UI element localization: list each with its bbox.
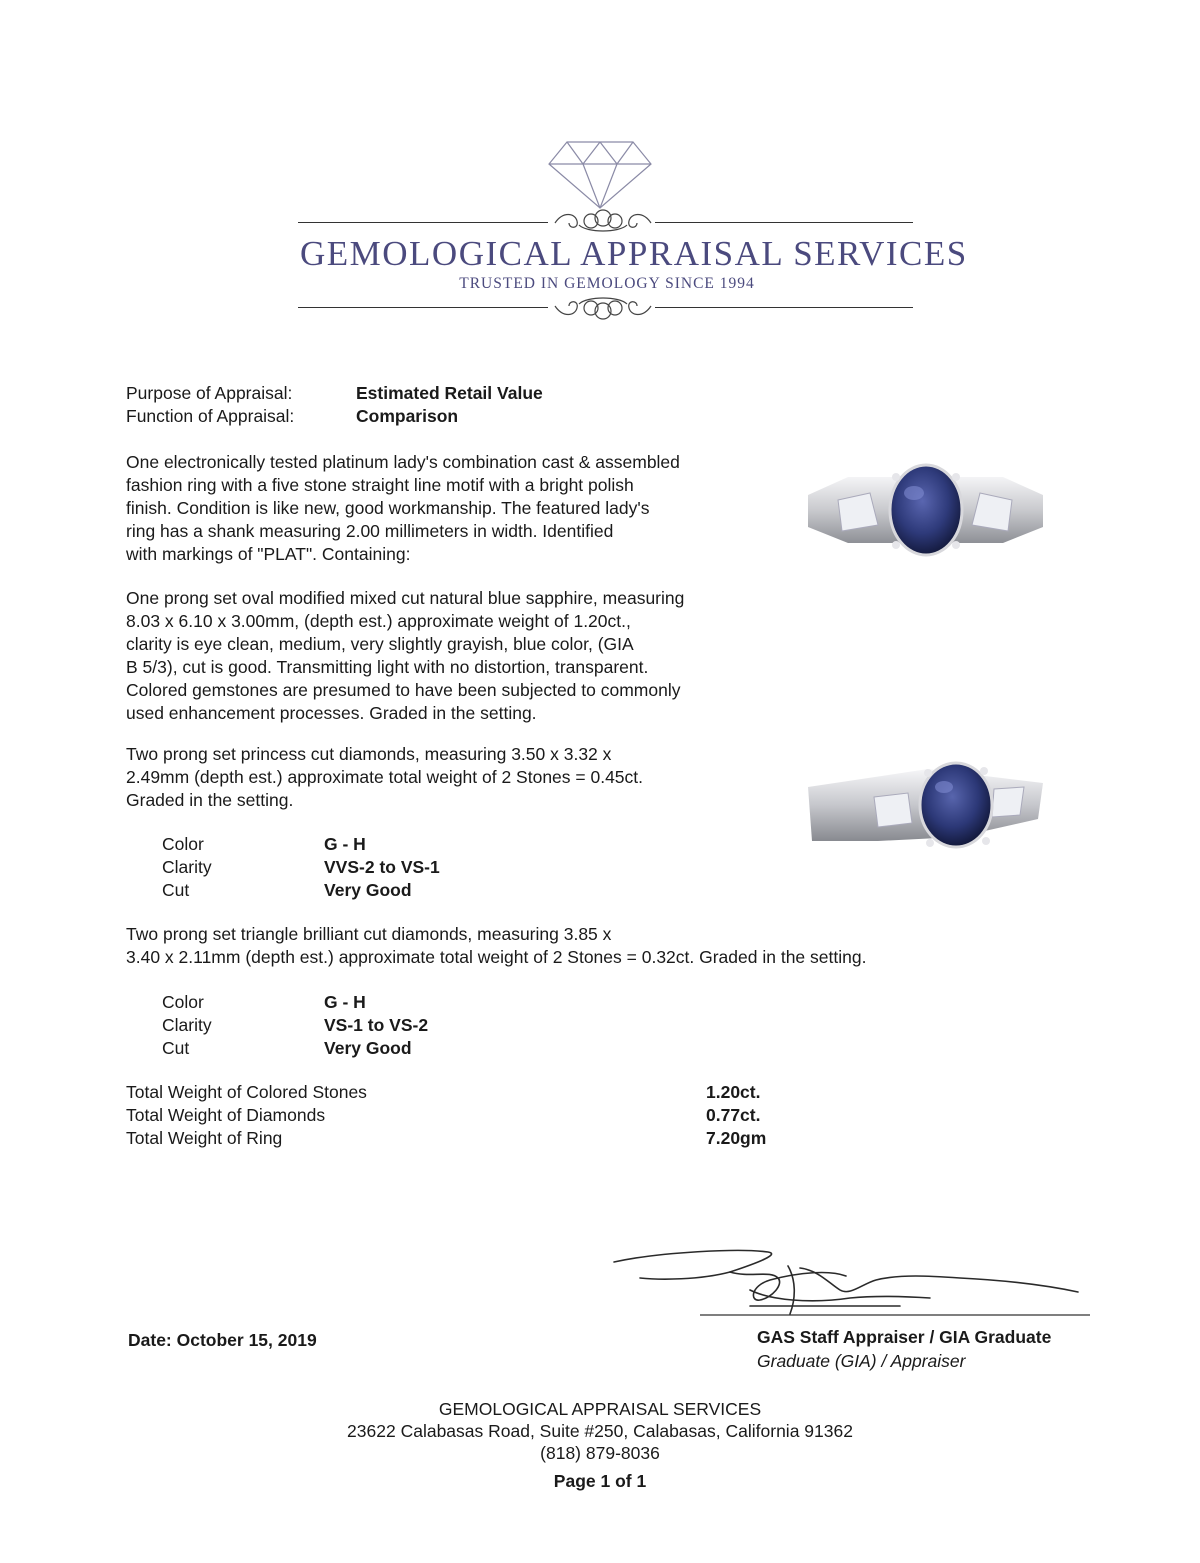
text-line: Two prong set princess cut diamonds, measuring 3.50 x 3.32 x bbox=[126, 744, 612, 764]
grade-label-cut: Cut bbox=[162, 880, 190, 900]
text-line: clarity is eye clean, medium, very slightly grayish, blue color, (GIA bbox=[126, 634, 634, 654]
footer-company-name: GEMOLOGICAL APPRAISAL SERVICES bbox=[438, 1399, 762, 1419]
total-ring-weight-value: 7.20gm bbox=[706, 1128, 767, 1148]
text-line: Two prong set triangle brilliant cut diamonds, measuring 3.85 x bbox=[126, 924, 612, 944]
ring-description bbox=[126, 451, 766, 566]
purpose-value: Estimated Retail Value bbox=[356, 383, 543, 403]
header-rule bbox=[298, 222, 548, 223]
grade-value-cut: Very Good bbox=[324, 1038, 412, 1058]
header-rule bbox=[655, 222, 913, 223]
text-line: One electronically tested platinum lady's combination cast & assembled bbox=[126, 452, 680, 472]
text-line: with markings of "PLAT". Containing: bbox=[126, 544, 411, 564]
total-diamonds-label: Total Weight of Diamonds bbox=[126, 1105, 326, 1125]
flourish-ornament-icon bbox=[553, 294, 653, 322]
diamond-logo-icon bbox=[545, 130, 655, 210]
appraiser-title: GAS Staff Appraiser / GIA Graduate bbox=[757, 1327, 1052, 1347]
text-line: fashion ring with a five stone straight line motif with a bright polish bbox=[126, 475, 634, 495]
text-line: Graded in the setting. bbox=[126, 790, 294, 810]
total-colored-stones-value: 1.20ct. bbox=[706, 1082, 761, 1102]
text-line: B 5/3), cut is good. Transmitting light with no distortion, transparent. bbox=[126, 657, 649, 677]
text-line: finish. Condition is like new, good workmanship. The featured lady's bbox=[126, 498, 650, 518]
grade-label-color: Color bbox=[162, 834, 204, 854]
grade-label-cut: Cut bbox=[162, 1038, 190, 1058]
triangle-diamonds-description bbox=[126, 923, 986, 969]
text-line: used enhancement processes. Graded in the setting. bbox=[126, 703, 537, 723]
purpose-label: Purpose of Appraisal: bbox=[126, 383, 293, 403]
text-line: One prong set oval modified mixed cut natural blue sapphire, measuring bbox=[126, 588, 685, 608]
page-number: Page 1 of 1 bbox=[553, 1471, 647, 1491]
ring-photo-top-view bbox=[808, 455, 1043, 565]
header-rule bbox=[298, 307, 548, 308]
total-colored-stones-label: Total Weight of Colored Stones bbox=[126, 1082, 367, 1102]
total-diamonds-value: 0.77ct. bbox=[706, 1105, 761, 1125]
grade-value-color: G - H bbox=[324, 992, 366, 1012]
handwritten-signature bbox=[600, 1240, 1100, 1325]
princess-diamonds-description bbox=[126, 743, 766, 812]
header-rule bbox=[655, 307, 913, 308]
footer-address: 23622 Calabasas Road, Suite #250, Calabasas, California 91362 bbox=[347, 1421, 853, 1441]
text-line: 3.40 x 2.11mm (depth est.) approximate total weight of 2 Stones = 0.32ct. Graded in the setting. bbox=[126, 947, 867, 967]
company-name: GEMOLOGICAL APPRAISAL SERVICES bbox=[300, 234, 968, 273]
text-line: Colored gemstones are presumed to have been subjected to commonly bbox=[126, 680, 681, 700]
appraisal-date: Date: October 15, 2019 bbox=[128, 1330, 317, 1350]
text-line: 2.49mm (depth est.) approximate total weight of 2 Stones = 0.45ct. bbox=[126, 767, 644, 787]
grade-value-cut: Very Good bbox=[324, 880, 412, 900]
ring-photo-side-view bbox=[808, 757, 1043, 867]
flourish-ornament-icon bbox=[553, 207, 653, 235]
company-tagline: TRUSTED IN GEMOLOGY SINCE 1994 bbox=[459, 275, 755, 292]
function-value: Comparison bbox=[356, 406, 459, 426]
appraiser-subtitle: Graduate (GIA) / Appraiser bbox=[757, 1351, 966, 1371]
grade-label-color: Color bbox=[162, 992, 204, 1012]
grade-label-clarity: Clarity bbox=[162, 1015, 212, 1035]
text-line: ring has a shank measuring 2.00 millimeters in width. Identified bbox=[126, 521, 614, 541]
grade-value-color: G - H bbox=[324, 834, 366, 854]
grade-value-clarity: VVS-2 to VS-1 bbox=[324, 857, 440, 877]
grade-label-clarity: Clarity bbox=[162, 857, 212, 877]
grade-value-clarity: VS-1 to VS-2 bbox=[324, 1015, 429, 1035]
function-label: Function of Appraisal: bbox=[126, 406, 295, 426]
sapphire-description bbox=[126, 587, 766, 725]
text-line: 8.03 x 6.10 x 3.00mm, (depth est.) approximate weight of 1.20ct., bbox=[126, 611, 631, 631]
total-ring-weight-label: Total Weight of Ring bbox=[126, 1128, 283, 1148]
footer-phone: (818) 879-8036 bbox=[540, 1443, 660, 1463]
